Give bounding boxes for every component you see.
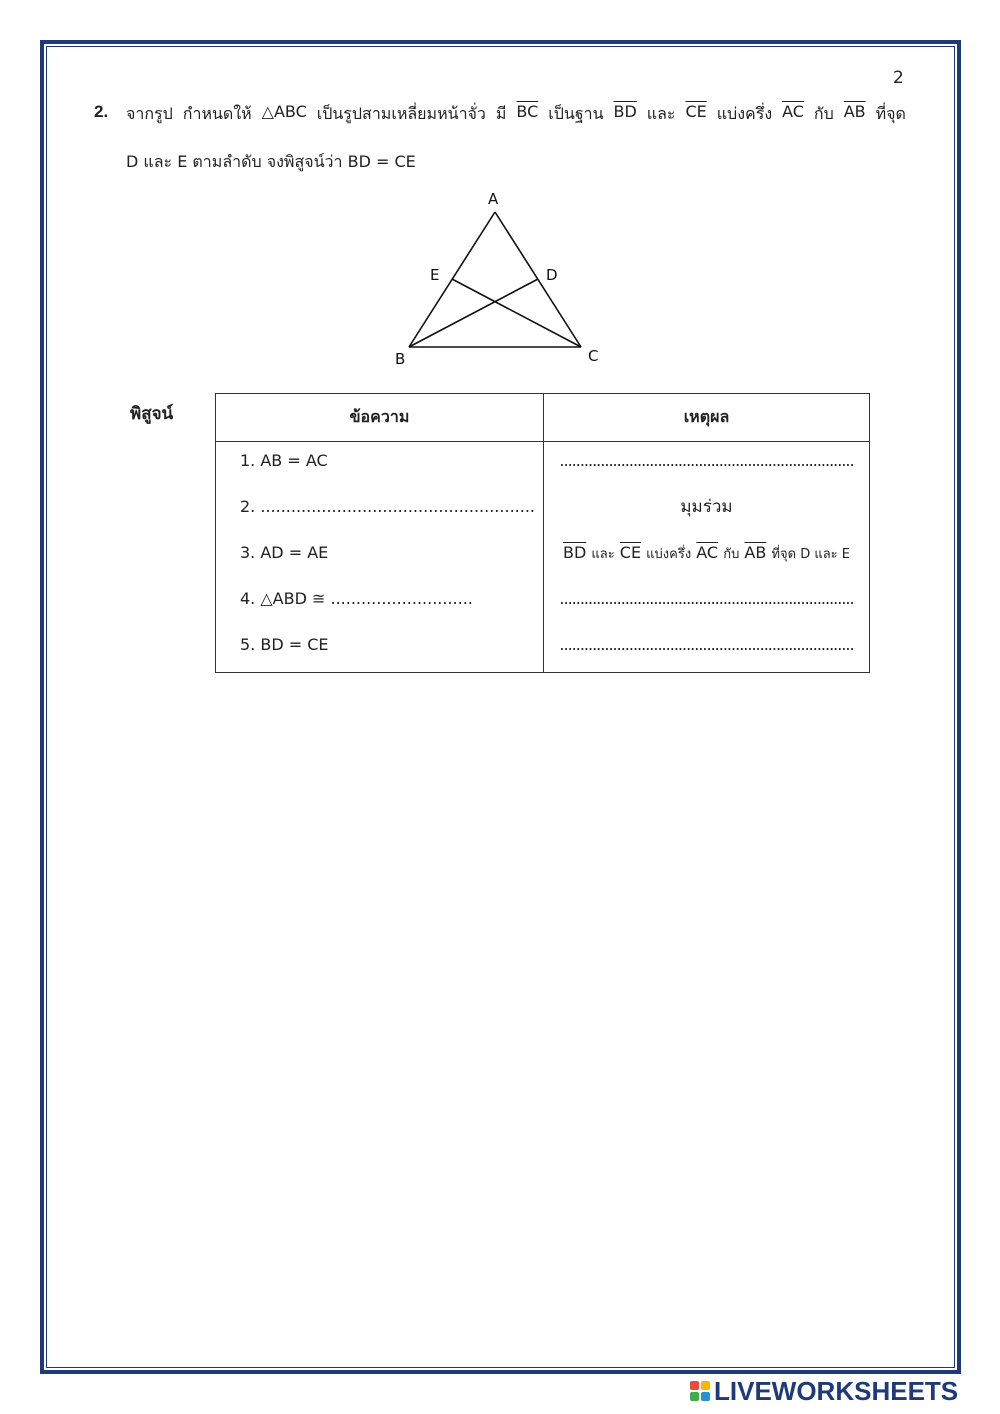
question-word: $\overline{AC}$ [782, 102, 804, 121]
statement-2[interactable]: 2. ...................................................... [240, 497, 535, 516]
logo-square-icon [701, 1392, 710, 1401]
question-word: จากรูป [126, 104, 173, 123]
question-word: เป็นรูปสามเหลี่ยมหน้าจั่ว [316, 104, 486, 123]
question-word: กับ [813, 104, 834, 123]
reason-3-ac: $\overline{AC}$ [696, 543, 719, 562]
logo-square-icon [690, 1392, 699, 1401]
question-text-line2: D และ E ตามลำดับ จงพิสูจน์ว่า BD = CE [126, 152, 416, 171]
statements-column [216, 442, 544, 673]
reason-4-blank[interactable]: ........................................................................ [559, 589, 854, 608]
label-a: A [488, 190, 499, 208]
header-statement: ข้อความ [216, 394, 544, 442]
statement-3: 3. AD = AE [240, 543, 329, 562]
question-word: △ABC [261, 102, 307, 121]
reasons-column [544, 442, 870, 673]
label-d: D [546, 266, 558, 284]
statement-5: 5. BD = CE [240, 635, 329, 654]
question-word: มี [495, 104, 507, 123]
triangle-diagram [380, 185, 620, 370]
reason-3-at: ที่จุด D และ E [771, 547, 851, 562]
reason-3-and: และ [591, 547, 615, 562]
question-word: แบ่งครึ่ง [716, 104, 773, 123]
liveworksheets-logo [690, 1376, 958, 1406]
reason-3 [544, 534, 869, 580]
reason-5-blank[interactable]: ........................................................................ [559, 635, 854, 654]
question-word: ที่จุด [875, 104, 906, 123]
question-word: $\overline{BD}$ [613, 102, 637, 121]
statement-1: 1. AB = AC [240, 451, 328, 470]
question-word: กำหนดให้ [182, 104, 252, 123]
reason-3-ce: $\overline{CE}$ [619, 543, 642, 562]
segment-bd [409, 279, 538, 347]
question-word: $\overline{AB}$ [843, 102, 866, 121]
logo-square-icon [690, 1381, 699, 1390]
reason-3-bd: $\overline{BD}$ [562, 543, 587, 562]
reason-2: มุมร่วม [680, 497, 733, 517]
reason-3-with: กับ [723, 547, 740, 562]
question-word: $\overline{BC}$ [516, 102, 539, 121]
question-word: $\overline{CE}$ [685, 102, 707, 121]
segment-ce [452, 279, 581, 347]
reason-1-blank[interactable]: ........................................................................ [559, 451, 854, 470]
header-reason: เหตุผล [544, 394, 870, 442]
reason-3-bisect: แบ่งครึ่ง [646, 547, 692, 562]
proof-table [215, 393, 870, 673]
logo-square-icon [701, 1381, 710, 1390]
question-word: เป็นฐาน [548, 104, 604, 123]
logo-text: LIVEWORKSHEETS [714, 1375, 959, 1406]
question-text-line1 [126, 102, 906, 127]
label-e: E [430, 266, 440, 284]
logo-squares-icon [690, 1381, 710, 1401]
page-number: 2 [893, 68, 904, 88]
question-number: 2. [94, 102, 109, 121]
proof-label: พิสูจน์ [130, 404, 174, 424]
label-b: B [395, 350, 406, 368]
reason-3-ab: $\overline{AB}$ [744, 543, 767, 562]
label-c: C [588, 347, 599, 365]
statement-4[interactable]: 4. △ABD ≅ ............................ [240, 589, 473, 608]
question-word: และ [646, 104, 676, 123]
